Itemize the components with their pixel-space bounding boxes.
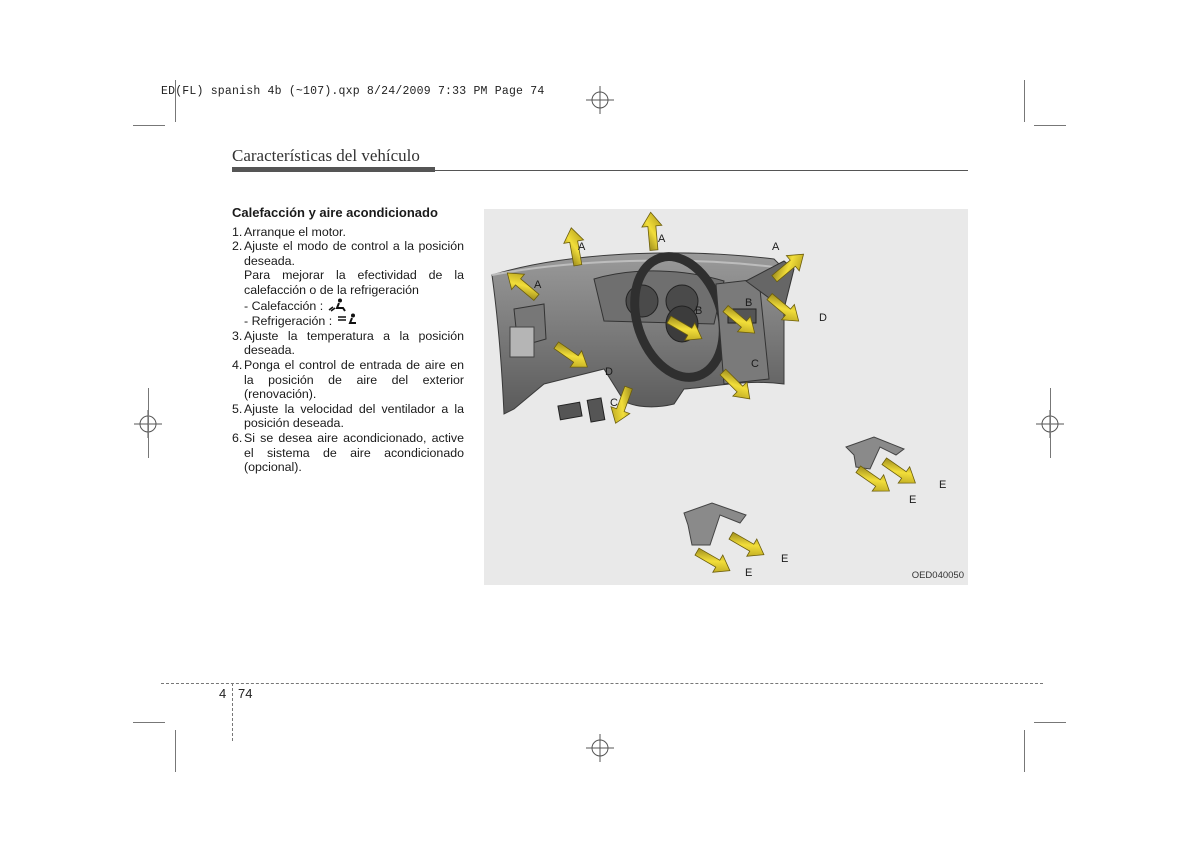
cooling-label: - Refrigeración : bbox=[244, 314, 333, 329]
step-item bbox=[232, 431, 464, 475]
registration-mark-left-stem bbox=[148, 388, 149, 458]
footer-dashed-rule bbox=[161, 683, 1043, 684]
registration-mark-right-stem bbox=[1050, 388, 1051, 458]
heating-label: - Calefacción : bbox=[244, 298, 324, 313]
vent-label-d: D bbox=[819, 312, 827, 324]
floor-mode-icon bbox=[327, 298, 349, 312]
registration-mark-bottom bbox=[586, 734, 614, 762]
step-text: Ponga el control de entrada de aire en la posición de aire del exterior (renovación). bbox=[244, 357, 464, 402]
crop-mark-top-left-horizontal bbox=[133, 125, 165, 126]
crop-mark-bottom-left-vertical bbox=[175, 730, 176, 772]
vent-label-a: A bbox=[534, 279, 542, 291]
header-rule-thick bbox=[232, 167, 435, 172]
step-item bbox=[232, 239, 464, 268]
chapter-number: 4 bbox=[219, 686, 227, 701]
header-rule-thin bbox=[435, 170, 968, 171]
vent-label-a: A bbox=[578, 241, 586, 253]
step-number: 6. bbox=[232, 430, 243, 445]
step-text: Si se desea aire acondicionado, active el sistema de aire acondicionado (opcional). bbox=[244, 430, 464, 475]
step-text: Ajuste el modo de control a la posición deseada. bbox=[244, 239, 464, 268]
instructions-column bbox=[232, 206, 464, 475]
cooling-mode-line bbox=[232, 313, 464, 329]
step-number: 1. bbox=[232, 224, 243, 239]
step-item bbox=[232, 358, 464, 402]
footer-dashed-divider bbox=[232, 683, 233, 741]
vent-label-b: B bbox=[745, 297, 753, 309]
crop-mark-top-right-vertical bbox=[1024, 80, 1025, 122]
registration-mark-top bbox=[586, 86, 614, 114]
vent-label-d: D bbox=[605, 366, 613, 378]
step-text: Ajuste la velocidad del ventilador a la posición deseada. bbox=[244, 401, 464, 431]
section-title: Características del vehículo bbox=[232, 146, 420, 165]
step-number: 2. bbox=[232, 239, 243, 254]
vent-label-e: E bbox=[939, 479, 947, 491]
step-item bbox=[232, 225, 464, 240]
crop-mark-bottom-right-vertical bbox=[1024, 730, 1025, 772]
crop-mark-top-right-horizontal bbox=[1034, 125, 1066, 126]
heating-mode-line bbox=[232, 298, 464, 314]
vent-label-b: B bbox=[695, 305, 703, 317]
page-number: 74 bbox=[238, 686, 253, 701]
face-mode-icon bbox=[336, 313, 358, 327]
dashboard-airflow-drawing bbox=[484, 209, 968, 585]
vent-label-c: C bbox=[610, 397, 618, 409]
vent-label-e: E bbox=[781, 553, 789, 565]
instructions-heading: Calefacción y aire acondicionado bbox=[232, 205, 438, 220]
step-number: 4. bbox=[232, 357, 243, 372]
vent-label-a: A bbox=[658, 233, 666, 245]
figure-code: OED040050 bbox=[911, 570, 964, 581]
step-number: 5. bbox=[232, 401, 243, 416]
print-slug-line: ED(FL) spanish 4b (~107).qxp 8/24/2009 7:33 PM Page 74 bbox=[161, 85, 545, 98]
step-item bbox=[232, 402, 464, 431]
step-note: Para mejorar la efectividad de la calefacción o de la refrigeración bbox=[244, 268, 464, 297]
airflow-illustration bbox=[484, 209, 968, 585]
vent-label-c: C bbox=[751, 358, 759, 370]
vent-label-a: A bbox=[772, 241, 780, 253]
crop-mark-bottom-right-horizontal bbox=[1034, 722, 1066, 723]
step-text: Arranque el motor. bbox=[244, 224, 346, 239]
vent-label-e: E bbox=[745, 567, 753, 579]
crop-mark-bottom-left-horizontal bbox=[133, 722, 165, 723]
step-item bbox=[232, 329, 464, 358]
step-number: 3. bbox=[232, 328, 243, 343]
step-text: Ajuste la temperatura a la posición deseada. bbox=[244, 328, 464, 358]
vent-label-e: E bbox=[909, 494, 917, 506]
